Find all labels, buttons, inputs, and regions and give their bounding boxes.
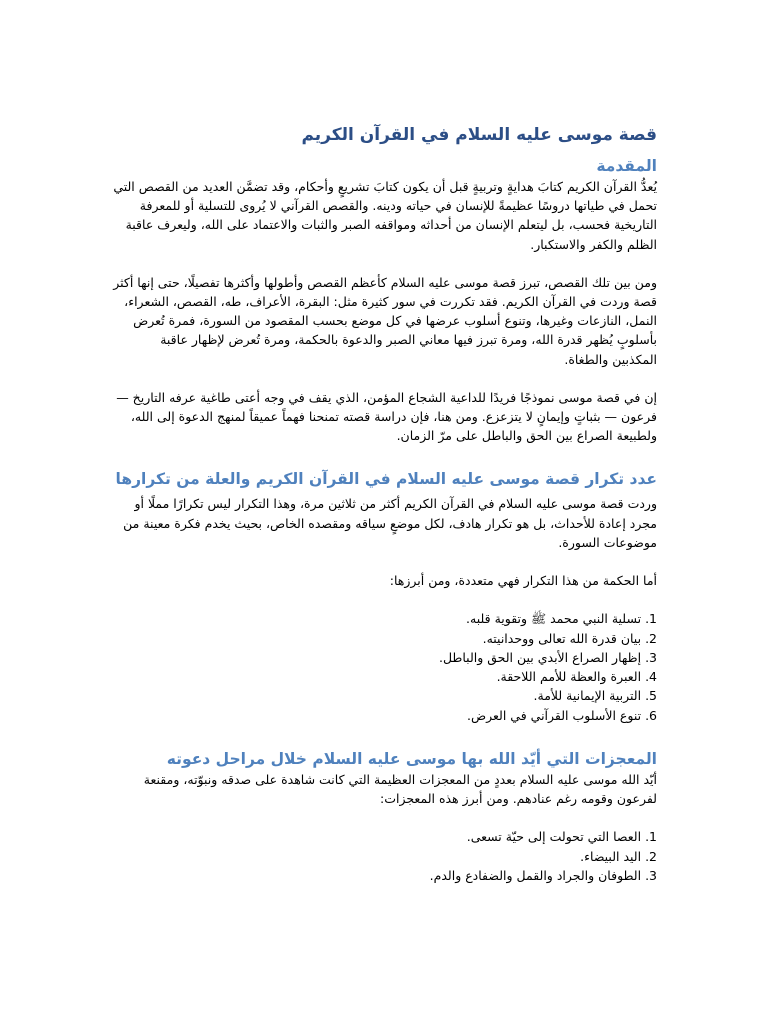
list-item: 1. العصا التي تحولت إلى حيّة تسعى. xyxy=(466,829,657,845)
miracles-list xyxy=(112,827,657,885)
list-item: 5. التربية الإيمانية للأمة. xyxy=(533,688,657,704)
wisdom-list xyxy=(112,609,657,725)
list-item: 3. الطوفان والجراد والقمل والضفادع والدم. xyxy=(429,868,657,884)
miracles-heading: المعجزات التي أيّد الله بها موسى عليه السلام خلال مراحل دعوته xyxy=(166,750,657,769)
repetition-heading: عدد تكرار قصة موسى عليه السلام في القرآن الكريم والعلة من تكرارها xyxy=(115,470,657,489)
list-item: 6. تنوع الأسلوب القرآني في العرض. xyxy=(467,707,657,723)
list-item: 4. العبرة والعظة للأمم اللاحقة. xyxy=(496,669,657,685)
list-item: 1. تسلية النبي محمد ﷺ وتقوية قلبه. xyxy=(466,611,657,627)
intro-paragraph-1: يُعدُّ القرآن الكريم كتابَ هدايةٍ وتربيةٍ قبل أن يكون كتابَ تشريعٍ وأحكام، وقد تضمَّن العديد من القصص التي تحمل في طياتها دروسًا عظيمةً للإنسان في حياته ودينه. والقصص القرآني لا يُروى للتسلية أو للمعرفة التاريخية فحسب، بل ليتعلم الإنسان من أحداثه ومواقفه الصبر والثبات والاعتماد على الله، وليعرف عاقبة الظلم والكفر والاستكبار. xyxy=(113,179,657,252)
miracles-paragraph: أيّد الله موسى عليه السلام بعددٍ من المعجزات العظيمة التي كانت شاهدة على صدقه ونبوّته، ومقنعة لفرعون وقومه رغم عنادهم. ومن أبرز هذه المعجزات: xyxy=(143,772,657,807)
document-page xyxy=(112,118,657,885)
list-item: 3. إظهار الصراع الأبدي بين الحق والباطل. xyxy=(438,649,657,665)
intro-paragraph-2: ومن بين تلك القصص، تبرز قصة موسى عليه السلام كأعظم القصص وأطولها وأكثرها تفصيلًا، حتى إنها أكثر قصة وردت في القرآن الكريم. فقد تكررت في سور كثيرة مثل: البقرة، الأعراف، طه، القصص، الشعراء، النمل، النازعات وغيرها، وتنوع أسلوب عرضها في كل موضع بحسب المقصود من السورة، فمرة تُعرض بأسلوبٍ يُظهر قدرة الله، ومرة تبرز فيها معاني الصبر والدعوة بالحكمة، ومرة تُعرض لإظهار عاقبة المكذبين والطغاة. xyxy=(113,274,657,367)
repetition-paragraph: وردت قصة موسى عليه السلام في القرآن الكريم أكثر من ثلاثين مرة، وهذا التكرار ليس تكرارًا مملًا أو مجرد إعادة للأحداث، بل هو تكرار هادف، لكل موضعٍ سياقه ومقصده الخاص، بحيث يخدم فكرة معينة من موضوعات السورة. xyxy=(123,496,657,550)
intro-paragraph-3: إن في قصة موسى نموذجًا فريدًا للداعية الشجاع المؤمن، الذي يقف في وجه أعتى طاغية عرفه التاريخ — فرعون — بثباتٍ وإيمانٍ لا يتزعزع. ومن هنا، فإن دراسة قصته تمنحنا فهماً عميقاً لمنهج الدعوة إلى الله، ولطبيعة الصراع بين الحق والباطل على مرّ الزمان. xyxy=(116,389,657,444)
list-item: 2. بيان قدرة الله تعالى ووحدانيته. xyxy=(482,630,657,646)
intro-heading: المقدمة xyxy=(596,157,657,175)
document-title: قصة موسى عليه السلام في القرآن الكريم xyxy=(301,125,657,145)
repetition-intro-line: أما الحكمة من هذا التكرار فهي متعددة، ومن أبرزها: xyxy=(389,573,657,589)
list-item: 2. اليد البيضاء. xyxy=(580,848,657,864)
